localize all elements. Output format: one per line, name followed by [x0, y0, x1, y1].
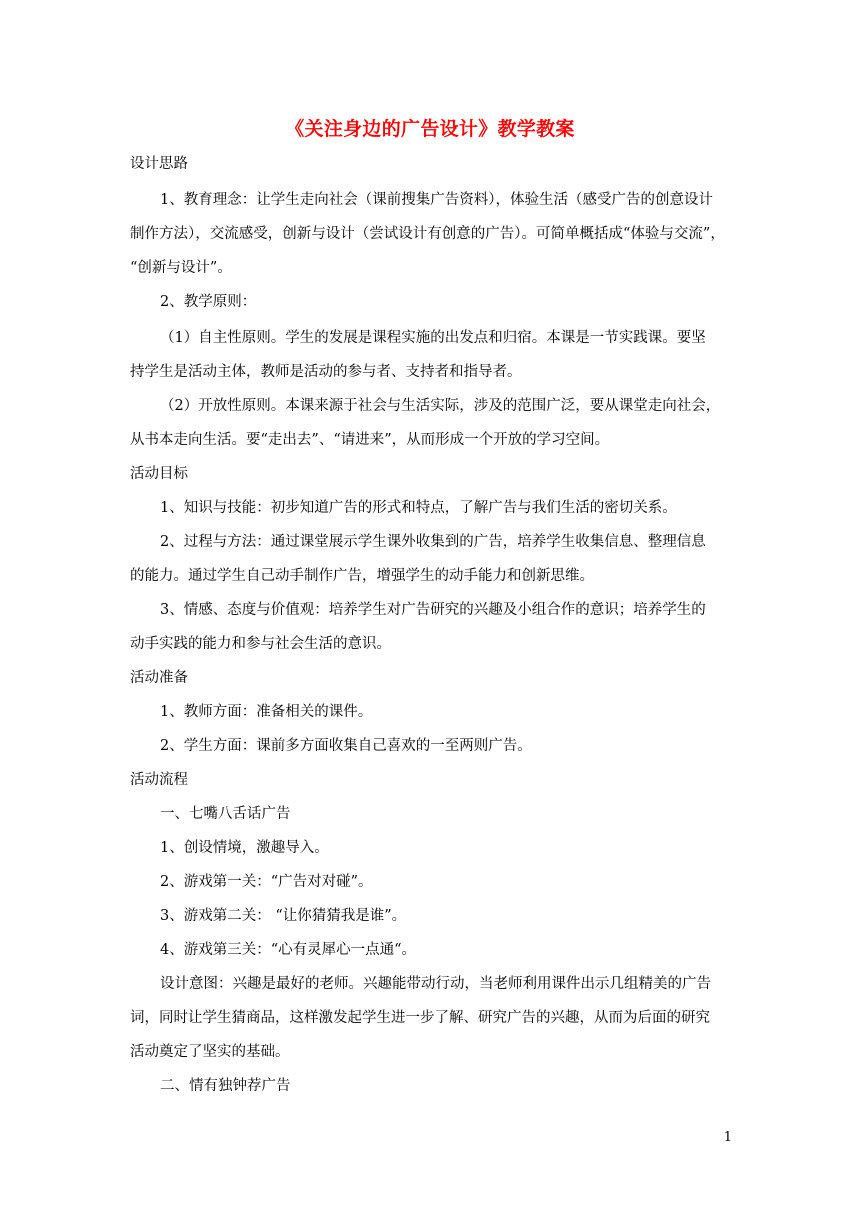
heading-activity-goals: 活动目标 [130, 466, 188, 482]
heading-activity-preparation: 活动准备 [130, 670, 188, 686]
paragraph-line: 2、过程与方法：通过课堂展示学生课外收集到的广告，培养学生收集信息、整理信息 [160, 534, 706, 550]
heading-activity-process: 活动流程 [130, 772, 188, 788]
paragraph-line: 活动奠定了坚实的基础。 [130, 1044, 290, 1060]
paragraph-line: 1、知识与技能：初步知道广告的形式和特点，了解广告与我们生活的密切关系。 [160, 500, 677, 516]
paragraph-line: “创新与设计”。 [130, 260, 232, 276]
document-title: 《关注身边的广告设计》教学教案 [285, 118, 575, 140]
paragraph-line: 1、教育理念：让学生走向社会（课前搜集广告资料），体验生活（感受广告的创意设计 [160, 192, 713, 208]
subheading-line: 二、情有独钟荐广告 [160, 1078, 291, 1094]
paragraph-line: 2、学生方面：课前多方面收集自己喜欢的一至两则广告。 [160, 738, 532, 754]
paragraph-line: 1、教师方面：准备相关的课件。 [160, 704, 373, 720]
paragraph-line: 词，同时让学生猜商品，这样激发起学生进一步了解、研究广告的兴趣，从而为后面的研究 [130, 1010, 710, 1026]
paragraph-line: 的能力。通过学生自己动手制作广告，增强学生的动手能力和创新思维。 [130, 568, 594, 584]
paragraph-line: 设计意图：兴趣是最好的老师。兴趣能带动行动，当老师利用课件出示几组精美的广告 [160, 976, 711, 992]
paragraph-line: 2、教学原则： [160, 294, 257, 310]
paragraph-line: 1、创设情境，激趣导入。 [160, 840, 329, 856]
paragraph-line: 2、游戏第一关：“广告对对碰”。 [160, 874, 373, 890]
subheading-line: 一、七嘴八舌话广告 [160, 806, 291, 822]
paragraph-line: 3、游戏第二关： “让你猜猜我是谁”。 [160, 908, 407, 924]
paragraph-line: 动手实践的能力和参与社会生活的意识。 [130, 636, 391, 652]
page-number: 1 [723, 1130, 732, 1145]
paragraph-line: 3、情感、态度与价值观：培养学生对广告研究的兴趣及小组合作的意识；培养学生的 [160, 602, 706, 618]
paragraph-line: 制作方法），交流感受，创新与设计（尝试设计有创意的广告）。可简单概括成“体验与交流”， [130, 226, 725, 242]
paragraph-line: 从书本走向生活。要“走出去”、“请进来”，从而形成一个开放的学习空间。 [130, 432, 610, 448]
heading-design-ideas: 设计思路 [130, 156, 188, 172]
paragraph-line: 持学生是活动主体，教师是活动的参与者、支持者和指导者。 [130, 364, 522, 380]
paragraph-line: 4、游戏第三关：“心有灵犀心一点通“。 [160, 942, 417, 958]
paragraph-line: （1）自主性原则。学生的发展是课程实施的出发点和归宿。本课是一节实践课。要坚 [160, 330, 706, 346]
paragraph-line: （2）开放性原则。本课来源于社会与生活实际，涉及的范围广泛，要从课堂走向社会， [160, 398, 721, 414]
